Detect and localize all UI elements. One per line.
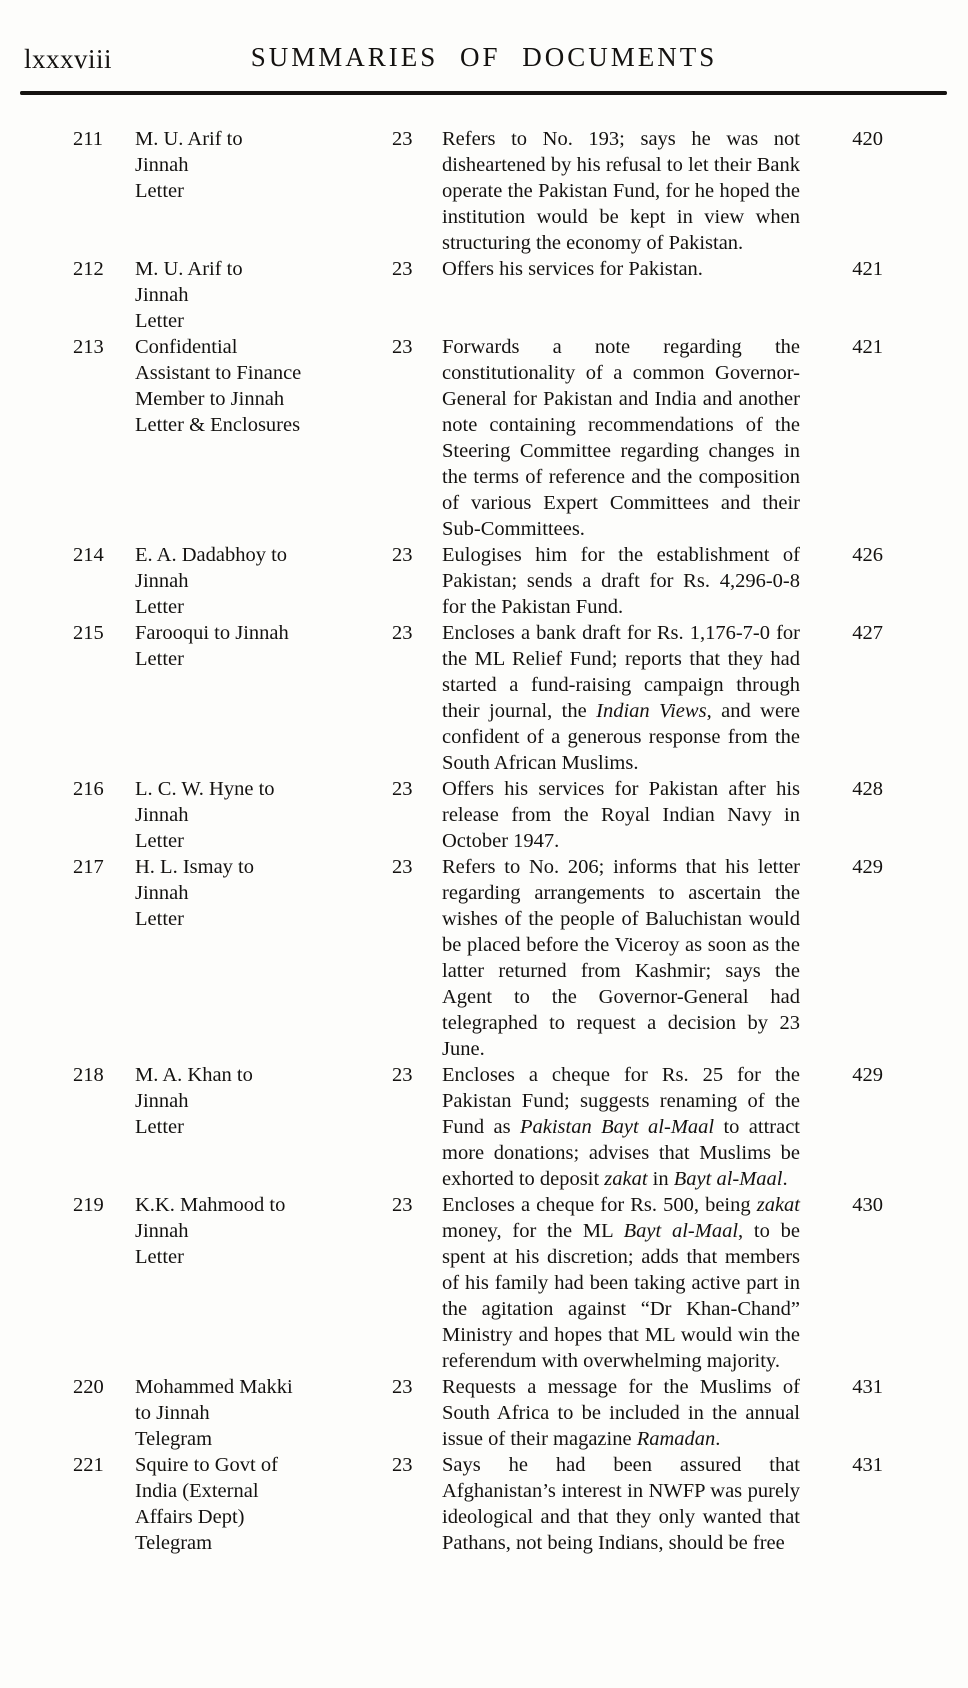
summary-row xyxy=(73,1452,885,1556)
summary-row xyxy=(73,776,885,854)
entry-summary xyxy=(442,776,800,854)
entry-summary-italic-segment: Indian Views xyxy=(596,700,707,722)
entry-number: 217 xyxy=(73,856,104,878)
entry-correspondents-line: M. U. Arif to xyxy=(135,258,243,280)
entry-correspondents-line: Telegram xyxy=(135,1428,213,1450)
entry-correspondents-line: Letter xyxy=(135,1246,184,1268)
entry-date: 23 xyxy=(392,544,413,566)
entry-correspondents-line: M. A. Khan to xyxy=(135,1064,253,1086)
entry-summary-segment: , and were confident of a generous response from the South African Muslims. xyxy=(442,700,801,774)
entry-summary-segment: in xyxy=(647,1168,674,1190)
entry-summary xyxy=(442,334,800,542)
entry-correspondents xyxy=(135,126,392,204)
entry-summary-segment: Encloses a cheque for Rs. 25 for the Pakistan Fund; suggests renaming of the Fund as xyxy=(442,1064,800,1138)
entry-summary-segment: Offers his services for Pakistan. xyxy=(442,258,703,280)
entry-page-reference: 427 xyxy=(852,622,883,644)
summary-row xyxy=(73,126,885,256)
entry-summary xyxy=(442,620,800,776)
entry-summary-italic-segment: Ramadan xyxy=(636,1428,716,1450)
entry-date: 23 xyxy=(392,1194,413,1216)
entry-correspondents-line: M. U. Arif to xyxy=(135,128,243,150)
entry-number: 219 xyxy=(73,1194,104,1216)
entry-correspondents-line: India (External xyxy=(135,1480,259,1502)
summary-row xyxy=(73,1192,885,1374)
entry-correspondents-line: Jinnah xyxy=(135,882,189,904)
summary-row xyxy=(73,854,885,1062)
summary-row xyxy=(73,334,885,542)
entry-correspondents xyxy=(135,1062,392,1140)
entry-summary-segment: Says he had been assured that Afghanistan’s interest in NWFP was purely ideological and that they only wanted that Pathans, not being Indians, should be free xyxy=(442,1454,800,1554)
entry-correspondents-line: Letter xyxy=(135,180,184,202)
entry-summary-italic-segment: Pakistan Bayt al-Maal xyxy=(519,1116,715,1138)
entry-correspondents xyxy=(135,1452,392,1556)
entry-correspondents-line: E. A. Dadabhoy to xyxy=(135,544,288,566)
entry-correspondents-line: Letter xyxy=(135,310,184,332)
entry-page-reference: 426 xyxy=(852,544,883,566)
summary-row xyxy=(73,1062,885,1192)
entry-number: 214 xyxy=(73,544,104,566)
entry-correspondents-line: Telegram xyxy=(135,1532,213,1554)
entry-correspondents-line: Assistant to Finance xyxy=(135,362,302,384)
entry-summary-segment: . xyxy=(782,1168,788,1190)
entry-page-reference: 429 xyxy=(852,856,883,878)
summary-row xyxy=(73,620,885,776)
entry-correspondents-line: Letter xyxy=(135,648,184,670)
document-summary-list xyxy=(73,126,885,1556)
entry-summary-segment: . xyxy=(715,1428,721,1450)
entry-correspondents xyxy=(135,776,392,854)
entry-correspondents-line: H. L. Ismay to xyxy=(135,856,254,878)
summary-row xyxy=(73,1374,885,1452)
entry-summary-segment: Requests a message for the Muslims of South Africa to be included in the annual issue of their magazine xyxy=(442,1376,800,1450)
entry-correspondents-line: Letter & Enclosures xyxy=(135,414,301,436)
entry-correspondents-line: Affairs Dept) xyxy=(135,1506,245,1528)
entry-correspondents xyxy=(135,1374,392,1452)
entry-page-reference: 420 xyxy=(852,128,883,150)
entry-correspondents-line: Farooqui to Jinnah xyxy=(135,622,289,644)
entry-summary-segment: Encloses a cheque for Rs. 500, being xyxy=(442,1194,757,1216)
entry-summary-italic-segment: zakat xyxy=(756,1194,800,1216)
summary-row xyxy=(73,542,885,620)
entry-correspondents xyxy=(135,620,392,672)
entry-correspondents xyxy=(135,1192,392,1270)
entry-correspondents-line: Letter xyxy=(135,908,184,930)
entry-correspondents-line: Jinnah xyxy=(135,284,189,306)
entry-correspondents-line: Jinnah xyxy=(135,570,189,592)
entry-correspondents-line: K.K. Mahmood to xyxy=(135,1194,286,1216)
entry-summary xyxy=(442,542,800,620)
entry-number: 220 xyxy=(73,1376,104,1398)
entry-summary xyxy=(442,1192,800,1374)
entry-summary-segment: Offers his services for Pakistan after his release from the Royal Indian Navy in October 1947. xyxy=(442,778,800,852)
entry-correspondents xyxy=(135,256,392,334)
entry-date: 23 xyxy=(392,856,413,878)
entry-page-reference: 431 xyxy=(852,1376,883,1398)
entry-page-reference: 431 xyxy=(852,1454,883,1476)
entry-page-reference: 421 xyxy=(852,336,883,358)
entry-summary-segment: , to be spent at his discretion; adds that members of his family had been taking active part in the agitation against “Dr Khan-Chand” Ministry and hopes that ML would win the referendum with overwhelming majority. xyxy=(442,1220,800,1372)
entry-summary-segment: Eulogises him for the establishment of Pakistan; sends a draft for Rs. 4,296-0-8 for the Pakistan Fund. xyxy=(442,544,800,618)
entry-number: 216 xyxy=(73,778,104,800)
entry-summary xyxy=(442,126,800,256)
entry-summary-segment: Forwards a note regarding the constitutionality of a common Governor-General for Pakistan and India and another note containing recommendations of the Steering Committee regarding changes in the terms of reference and the composition of various Expert Committees and their Sub-Committees. xyxy=(442,336,800,540)
entry-summary-segment: Encloses a bank draft for Rs. 1,176-7-0 for the ML Relief Fund; reports that they had started a fund-raising campaign through their journal, the xyxy=(442,622,800,722)
entry-correspondents-line: Letter xyxy=(135,596,184,618)
entry-correspondents-line: L. C. W. Hyne to xyxy=(135,778,275,800)
entry-correspondents-line: Letter xyxy=(135,830,184,852)
entry-summary xyxy=(442,1374,800,1452)
entry-correspondents-line: Jinnah xyxy=(135,1090,189,1112)
entry-summary-italic-segment: Bayt al-Maal xyxy=(623,1220,739,1242)
entry-correspondents-line: Mohammed Makki xyxy=(135,1376,293,1398)
entry-correspondents-line: Jinnah xyxy=(135,1220,189,1242)
entry-page-reference: 429 xyxy=(852,1064,883,1086)
entry-page-reference: 428 xyxy=(852,778,883,800)
entry-summary-segment: Refers to No. 193; says he was not disheartened by his refusal to let their Bank operate the Pakistan Fund, for he hoped the institution would be kept in view when structuring the economy of Pakistan. xyxy=(442,128,800,254)
entry-correspondents-line: Jinnah xyxy=(135,154,189,176)
entry-summary xyxy=(442,854,800,1062)
entry-summary xyxy=(442,1452,800,1556)
entry-summary-segment: Refers to No. 206; informs that his letter regarding arrangements to ascertain the wishes of the people of Baluchistan would be placed before the Viceroy as soon as the latter returned from Kashmir; says the Agent to the Governor-General had telegraphed to request a decision by 23 June. xyxy=(442,856,800,1060)
entry-number: 212 xyxy=(73,258,104,280)
entry-date: 23 xyxy=(392,622,413,644)
entry-correspondents-line: Letter xyxy=(135,1116,184,1138)
entry-number: 221 xyxy=(73,1454,104,1476)
entry-correspondents xyxy=(135,334,392,438)
entry-number: 215 xyxy=(73,622,104,644)
entry-number: 211 xyxy=(73,128,103,150)
page-title: SUMMARIES OF DOCUMENTS xyxy=(250,42,718,72)
entry-correspondents-line: Member to Jinnah xyxy=(135,388,285,410)
entry-summary-italic-segment: Bayt al-Maal xyxy=(673,1168,783,1190)
entry-summary-segment: to attract more donations; advises that Muslims be exhorted to deposit xyxy=(442,1116,800,1190)
header-rule xyxy=(20,91,947,95)
entry-correspondents xyxy=(135,542,392,620)
entry-number: 213 xyxy=(73,336,104,358)
entry-date: 23 xyxy=(392,778,413,800)
entry-date: 23 xyxy=(392,128,413,150)
folio-page-number: lxxxviii xyxy=(24,44,113,74)
entry-page-reference: 421 xyxy=(852,258,883,280)
running-head xyxy=(0,42,968,78)
entry-date: 23 xyxy=(392,1376,413,1398)
entry-date: 23 xyxy=(392,258,413,280)
entry-correspondents-line: Jinnah xyxy=(135,804,189,826)
entry-correspondents-line: to Jinnah xyxy=(135,1402,210,1424)
entry-summary xyxy=(442,256,800,282)
entry-summary-segment: money, for the ML xyxy=(442,1220,624,1242)
entry-number: 218 xyxy=(73,1064,104,1086)
entry-date: 23 xyxy=(392,1064,413,1086)
entry-correspondents-line: Confidential xyxy=(135,336,238,358)
entry-page-reference: 430 xyxy=(852,1194,883,1216)
entry-summary-italic-segment: zakat xyxy=(604,1168,648,1190)
entry-summary xyxy=(442,1062,800,1192)
summary-row xyxy=(73,256,885,334)
entry-date: 23 xyxy=(392,1454,413,1476)
entry-correspondents-line: Squire to Govt of xyxy=(135,1454,278,1476)
entry-date: 23 xyxy=(392,336,413,358)
entry-correspondents xyxy=(135,854,392,932)
